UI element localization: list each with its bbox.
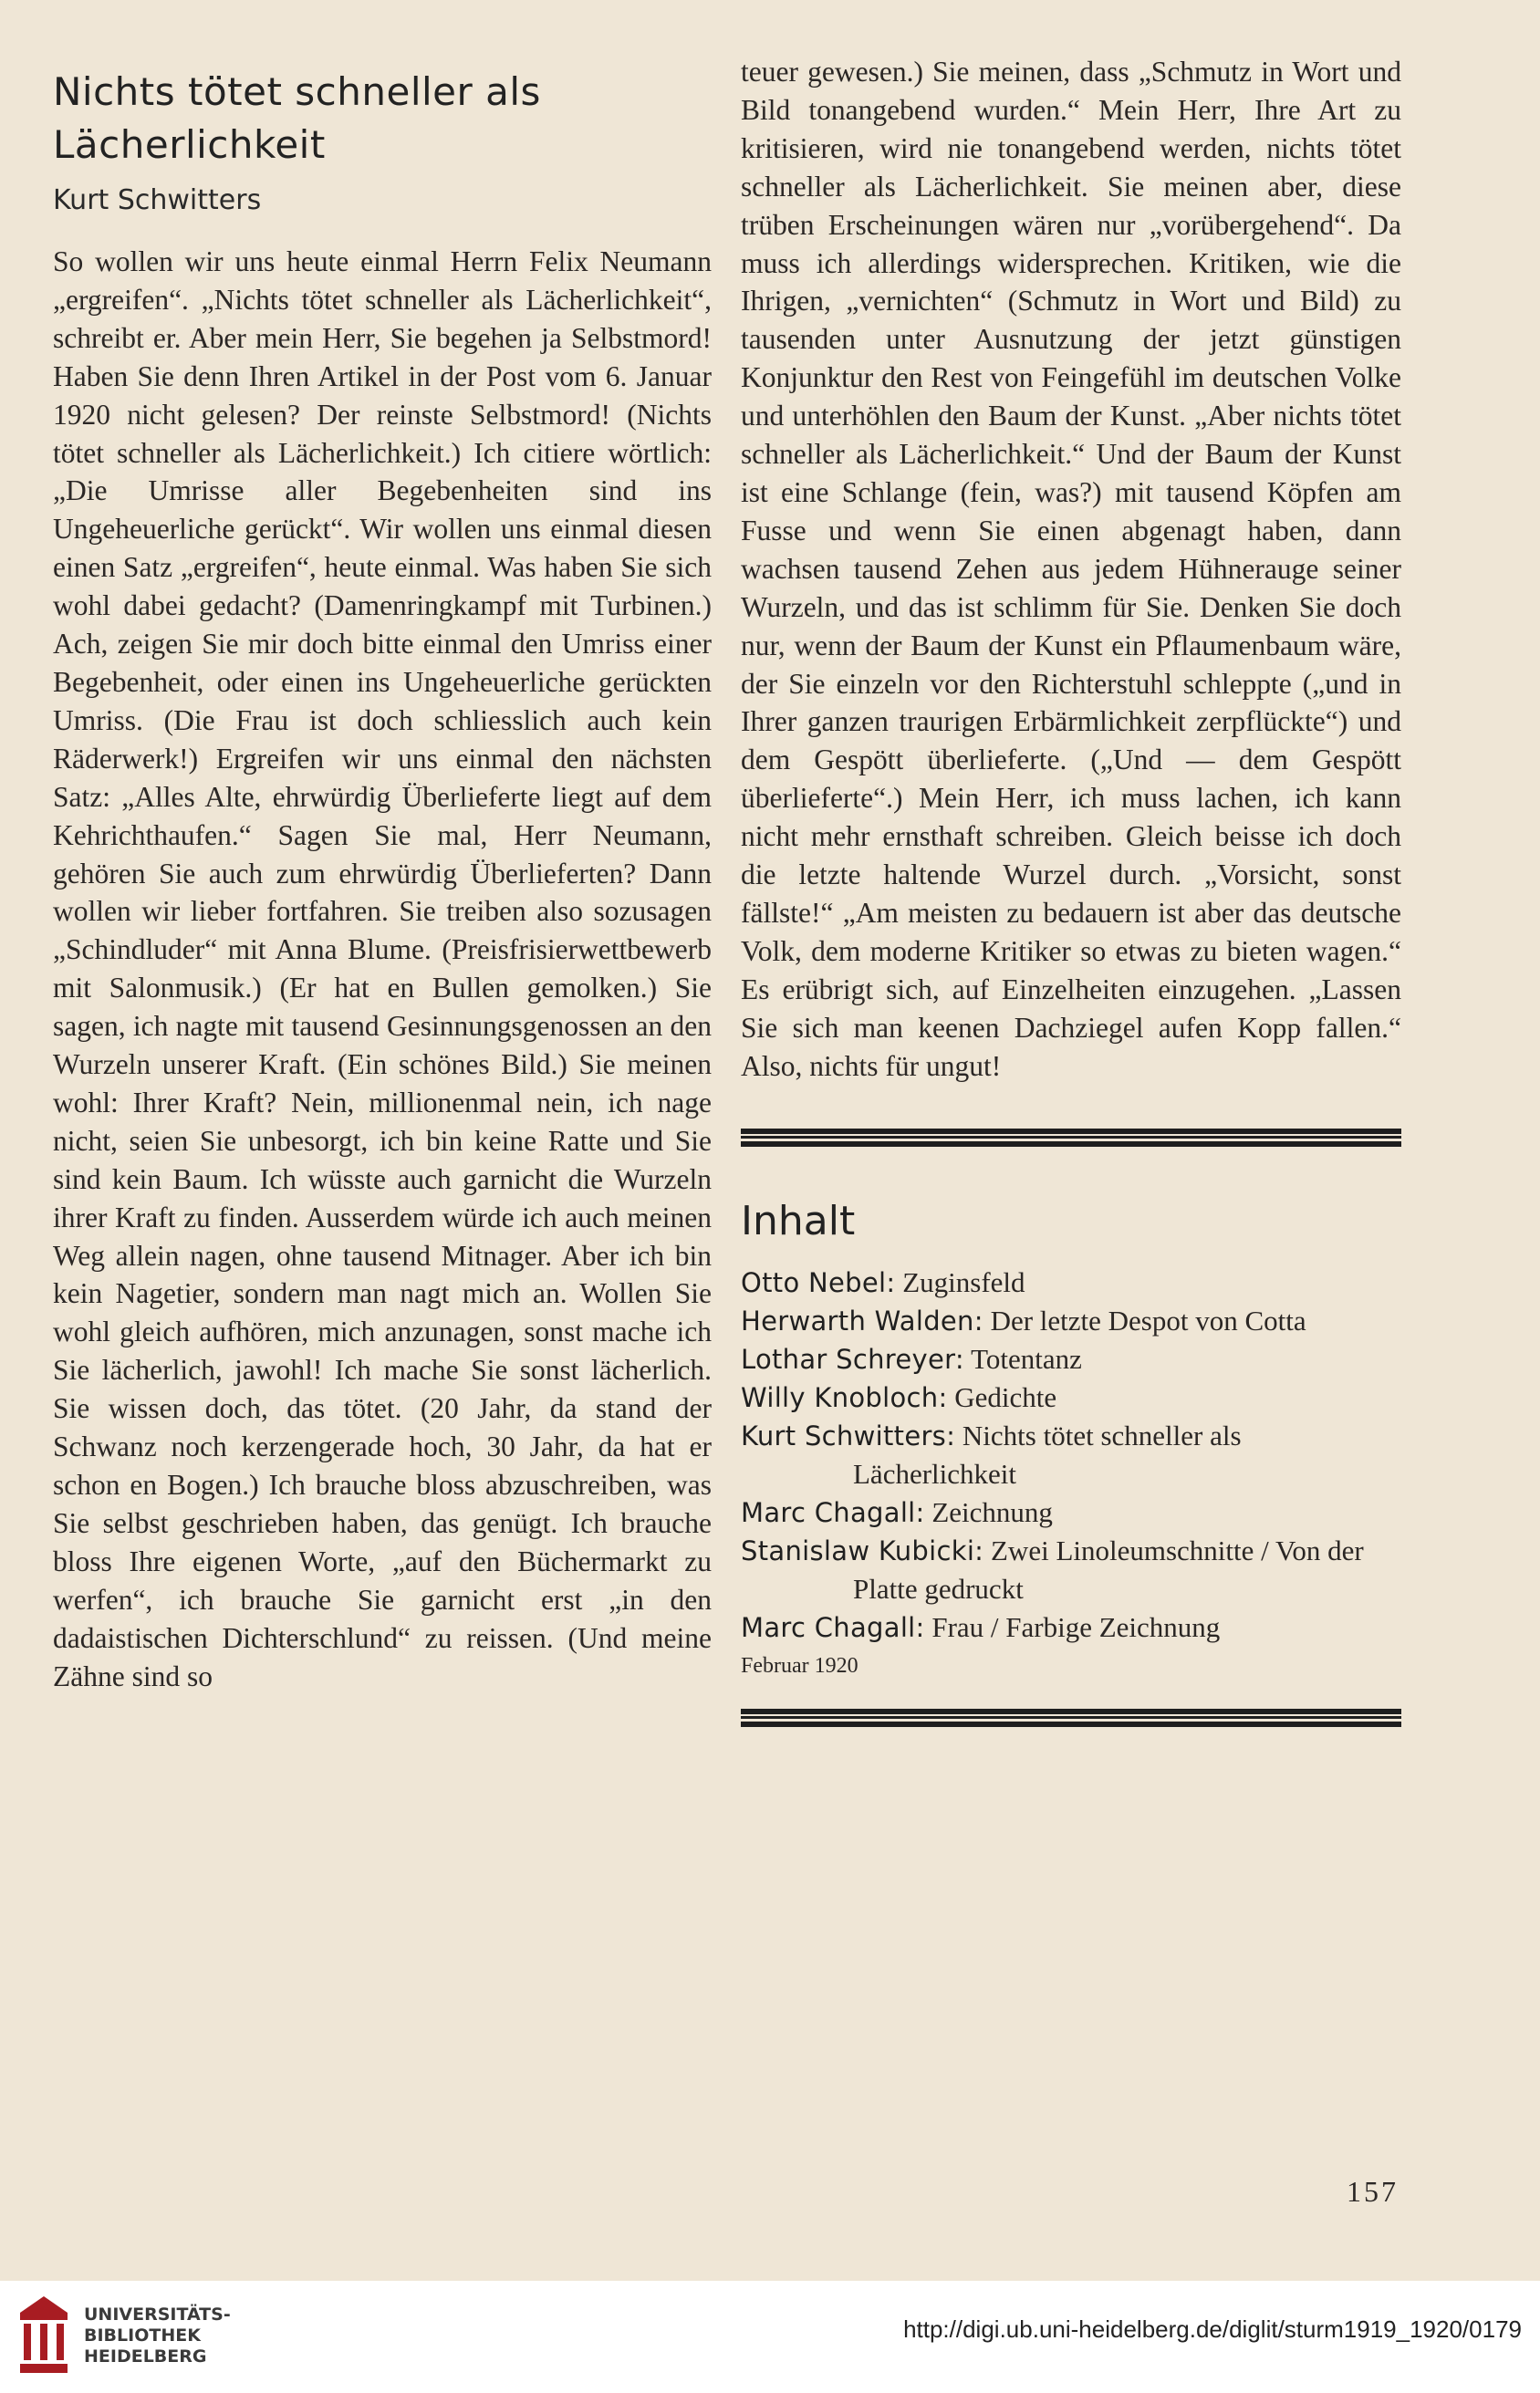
article-text-left: So wollen wir uns heute einmal Herrn Felix Neumann „ergreifen“. „Nichts tötet schneller als Lächerlichkeit“, schreibt er. Aber mein Herr, Sie begehen ja Selbstmord! Haben Sie denn Ihren Artikel in der Post vom 6. Januar 1920 nicht gelesen? Der reinste Selbstmord! (Nichts tötet schneller als Lächerlichkeit.) Ich citiere wörtlich: „Die Umrisse aller Begebenheiten sind ins Ungeheuerliche gerückt“. Wir wollen uns einmal diesen einen Satz „ergreifen“, heute einmal. Was haben Sie sich wohl dabei gedacht? (Damenringkampf mit Turbinen.) Ach, zeigen Sie mir doch bitte einmal den Umriss einer Begebenheit, oder einen ins Ungeheuerliche gerückten Umriss. (Die Frau ist doch schliesslich auch kein Räderwerk!) Ergreifen wir uns einmal den nächsten Satz: „Alles Alte, ehrwürdig Überlieferte liegt auf dem Kehrichthaufen.“ Sagen Sie mal, Herr Neumann, gehören Sie auch zum ehrwürdig Überlieferten? Dann wollen wir lieber fortfahren. Sie treiben also sozusagen „Schindluder“ mit Anna Blume. (Preisfrisierwettbewerb mit Salonmusik.) (Er hat en Bullen gemolken.) Sie sagen, ich nagte mit tausend Gesinnungsgenossen an den Wurzeln unserer Kraft. (Ein schönes Bild.) Sie meinen wohl: Ihrer Kraft? Nein, millionenmal nein, ich nage nicht, seien Sie unbesorgt, ich bin keine Ratte und Sie sind kein Baum. Ich wüsste auch garnicht die Wurzeln ihrer Kraft zu finden. Ausserdem würde ich auch meinen Weg allein nagen, ohne tausend Mitnager. Aber ich bin kein Nagetier, sondern man nagt mich an. Wollen Sie wohl gleich aufhören, mich anzunagen, sonst mache ich Sie lächerlich, jawohl! Ich mache Sie sonst lächerlich. Sie wissen doch, das tötet. (20 Jahr, da stand der Schwanz noch kerzengerade hoch, 30 Jahr, da hat er schon en Bogen.) Ich brauche bloss abzuschreiben, was Sie selbst geschrieben haben, das genügt. Ich brauche bloss Ihre eigenen Worte, „auf den Büchermarkt zu werfen“, ich brauche Sie garnicht erst „in den dadaistischen Dichterschlund“ zu reissen. (Und meine Zähne sind so bbox=[53, 245, 712, 1692]
contents-item-work: Zuginsfeld bbox=[902, 1266, 1025, 1299]
source-url-link[interactable]: http://digi.ub.uni-heidelberg.de/diglit/sturm1919_1920/0179 bbox=[903, 2315, 1522, 2343]
contents-item bbox=[741, 1379, 1401, 1417]
contents-item-work: Zwei Linoleumschnitte / Von der Platte gedruckt bbox=[853, 1535, 1364, 1606]
university-library-logo-icon bbox=[16, 2293, 71, 2378]
contents-item-author: Otto Nebel: bbox=[741, 1267, 896, 1299]
contents-item-work: Der letzte Despot von Cotta bbox=[990, 1305, 1306, 1337]
contents-item-work: Gedichte bbox=[954, 1381, 1057, 1414]
contents-item bbox=[741, 1493, 1401, 1532]
contents-item-work: Nichts tötet schneller als Lächerlichkeit bbox=[853, 1420, 1242, 1491]
contents-list bbox=[741, 1264, 1401, 1647]
double-rule-divider bbox=[741, 1709, 1401, 1727]
contents-item bbox=[741, 1608, 1401, 1647]
contents-item bbox=[741, 1417, 1401, 1493]
digitization-footer bbox=[0, 2281, 1540, 2393]
article-title: Nichts tötet schneller als Lächerlichkeit bbox=[53, 69, 541, 167]
contents-item-author: Stanislaw Kubicki: bbox=[741, 1535, 984, 1567]
contents-item-author: Herwarth Walden: bbox=[741, 1306, 983, 1337]
article-author: Kurt Schwitters bbox=[53, 184, 262, 216]
contents-item-work: Zeichnung bbox=[931, 1496, 1053, 1529]
library-name-line: BIBLIOTHEK bbox=[84, 2325, 201, 2346]
left-column bbox=[53, 66, 712, 1695]
contents-item-author: Kurt Schwitters: bbox=[741, 1420, 956, 1452]
library-name-line: HEIDELBERG bbox=[84, 2346, 207, 2367]
contents-item bbox=[741, 1302, 1401, 1340]
double-rule-divider bbox=[741, 1129, 1401, 1147]
issue-date: Februar 1920 bbox=[741, 1654, 858, 1679]
contents-item-work: Totentanz bbox=[971, 1343, 1082, 1376]
contents-item bbox=[741, 1340, 1401, 1379]
contents-item-author: Willy Knobloch: bbox=[741, 1382, 948, 1414]
contents-item bbox=[741, 1264, 1401, 1302]
library-name-line: UNIVERSITÄTS- bbox=[84, 2305, 231, 2325]
library-name bbox=[84, 2305, 231, 2367]
contents-item-author: Marc Chagall: bbox=[741, 1497, 925, 1529]
contents-item-author: Marc Chagall: bbox=[741, 1612, 925, 1644]
contents-item-work: Frau / Farbige Zeichnung bbox=[931, 1611, 1221, 1644]
article-text-right: teuer gewesen.) Sie meinen, dass „Schmutz in Wort und Bild tonangebend wurden.“ Mein Herr, Ihre Art zu kritisieren, wird nie tonangebend werden, nichts tötet schneller als Lächerlichkeit. Sie meinen aber, diese trüben Erscheinungen wären nur „vorübergehend“. Da muss ich allerdings widersprechen. Kritiken, wie die Ihrigen, „vernichten“ (Schmutz in Wort und Bild) zu tausenden unter Ausnutzung der jetzt günstigen Konjunktur den Rest von Feingefühl im deutschen Volke und unterhöhlen den Baum der Kunst. „Aber nichts tötet schneller als Lächerlichkeit.“ Und der Baum der Kunst ist eine Schlange (fein, was?) mit tausend Köpfen am Fusse und wenn Sie einen abgenagt haben, dann wachsen tausend Zehen aus jedem Hühnerauge seiner Wurzeln, und das ist schlimm für Sie. Denken Sie doch nur, wenn der Baum der Kunst ein Pflaumenbaum wäre, der Sie einzeln vor den Richterstuhl schleppte („und in Ihrer ganzen traurigen Erbärmlichkeit zerpflückte“) und dem Gespött überlieferte. („Und — dem Gespött überlieferte“.) Mein Herr, ich muss lachen, ich kann nicht mehr ernsthaft schreiben. Gleich beisse ich doch die letzte haltende Wurzel durch. „Vorsicht, sonst fällste!“ „Am meisten zu bedauern ist aber das deutsche Volk, dem moderne Kritiker so etwas zu bieten wagen.“ Es erübrigt sich, auf Einzelheiten einzugehen. „Lassen Sie sich man keenen Dachziegel aufen Kopp fallen.“ Also, nichts für ungut! bbox=[741, 56, 1401, 1082]
contents-item-author: Lothar Schreyer: bbox=[741, 1344, 964, 1376]
contents-item bbox=[741, 1532, 1401, 1608]
contents-heading: Inhalt bbox=[741, 1198, 856, 1245]
right-column bbox=[741, 53, 1401, 1727]
page-number: 157 bbox=[1347, 2175, 1399, 2208]
